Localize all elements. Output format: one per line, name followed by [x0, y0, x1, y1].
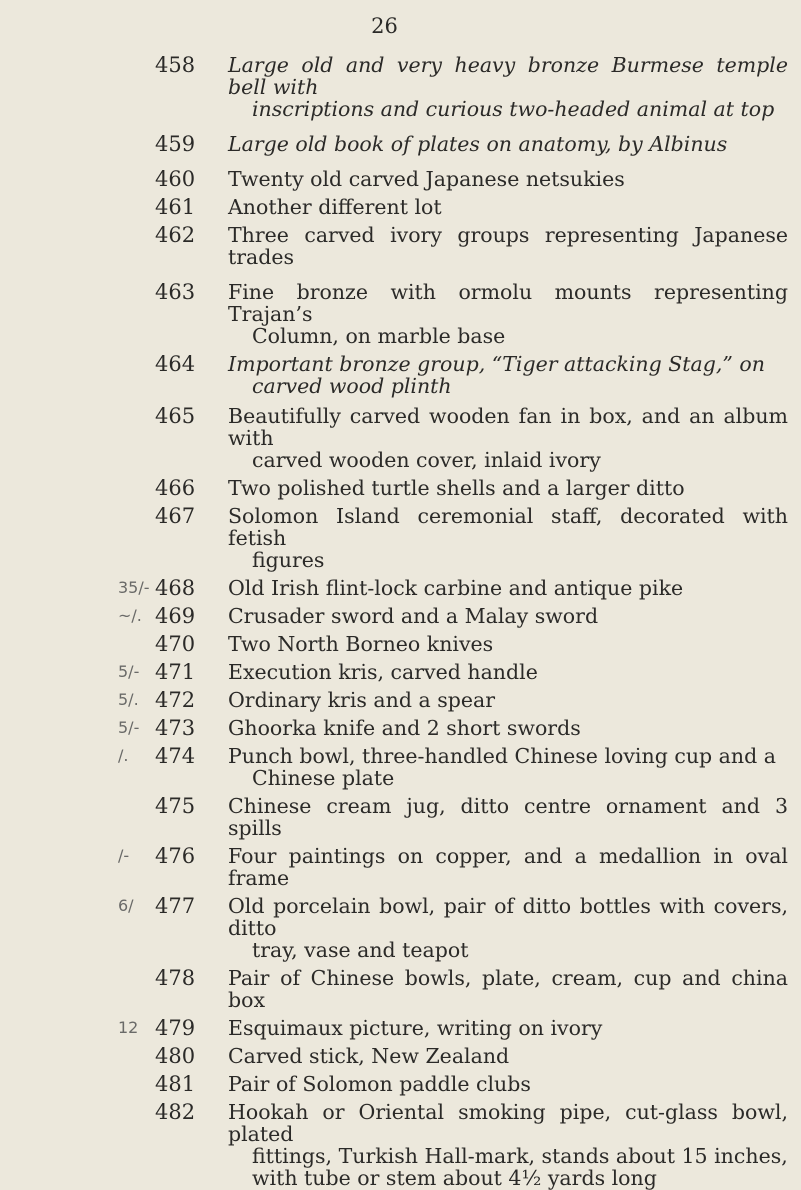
lot-number: 465: [155, 404, 196, 428]
lot-number: 474: [155, 744, 196, 768]
catalogue-entry: [0, 1069, 801, 1095]
description-continuation: Column, on marble base: [252, 324, 506, 348]
lot-number: 475: [155, 794, 196, 818]
catalogue-entry: [0, 1041, 801, 1067]
catalogue-entry: [0, 473, 801, 499]
catalogue-entry: [0, 349, 801, 397]
description-line: Another different lot: [228, 195, 442, 219]
description-continuation: with tube or stem about 4½ yards long: [252, 1166, 657, 1190]
description-continuation: tray, vase and teapot: [252, 938, 469, 962]
lot-description: [228, 129, 788, 155]
lot-description: [228, 192, 788, 218]
description-continuation: inscriptions and curious two-headed animal at top: [252, 97, 775, 121]
description-line: Pair of Solomon paddle clubs: [228, 1072, 531, 1096]
lot-number: 464: [155, 352, 196, 376]
description-continuation: carved wooden cover, inlaid ivory: [252, 448, 601, 472]
catalogue-entry: [0, 629, 801, 655]
catalogue-entries: [0, 48, 801, 1189]
handwritten-price-mark: 35/-: [118, 578, 150, 597]
handwritten-price-mark: 5/.: [118, 690, 139, 709]
lot-description: [228, 1041, 788, 1067]
lot-number: 466: [155, 476, 196, 500]
lot-description: [228, 841, 788, 889]
description-line: Large old book of plates on anatomy, by Albinus: [228, 132, 728, 156]
lot-number: 460: [155, 167, 196, 191]
lot-description: [228, 657, 788, 683]
lot-description: [228, 1097, 788, 1189]
lot-description: [228, 401, 788, 471]
description-line: Ghoorka knife and 2 short swords: [228, 716, 581, 740]
catalogue-entry: [0, 164, 801, 190]
catalogue-entry: [0, 713, 801, 739]
lot-description: [228, 220, 788, 268]
description-continuation: carved wood plinth: [252, 374, 452, 398]
lot-description: [228, 891, 788, 961]
lot-description: [228, 349, 788, 397]
handwritten-price-mark: ~/.: [118, 606, 142, 625]
description-line: Ordinary kris and a spear: [228, 688, 496, 712]
lot-description: [228, 791, 788, 839]
lot-number: 459: [155, 132, 196, 156]
catalogue-entry: [0, 277, 801, 347]
catalogue-entry: [0, 601, 801, 627]
handwritten-price-mark: 5/-: [118, 718, 140, 737]
catalogue-entry: [0, 129, 801, 155]
lot-description: [228, 685, 788, 711]
page-number: 26: [371, 14, 398, 38]
catalogue-entry: [0, 50, 801, 120]
description-line: Esquimaux picture, writing on ivory: [228, 1016, 603, 1040]
lot-number: 471: [155, 660, 196, 684]
description-line: Solomon Island ceremonial staff, decorated with fetish: [228, 504, 788, 550]
description-line: Fine bronze with ormolu mounts representing Trajan’s: [228, 280, 788, 326]
description-line: Old Irish flint-lock carbine and antique pike: [228, 576, 684, 600]
catalogue-entry: [0, 220, 801, 268]
description-line: Two North Borneo knives: [228, 632, 494, 656]
lot-description: [228, 713, 788, 739]
lot-number: 478: [155, 966, 196, 990]
lot-description: [228, 501, 788, 571]
description-line: Chinese cream jug, ditto centre ornament and 3 spills: [228, 794, 788, 840]
description-line: Four paintings on copper, and a medallion in oval frame: [228, 844, 788, 890]
description-line: Crusader sword and a Malay sword: [228, 604, 599, 628]
lot-description: [228, 1069, 788, 1095]
lot-number: 480: [155, 1044, 196, 1068]
catalogue-entry: [0, 401, 801, 471]
handwritten-price-mark: 12: [118, 1018, 139, 1037]
lot-description: [228, 629, 788, 655]
lot-number: 472: [155, 688, 196, 712]
lot-description: [228, 277, 788, 347]
lot-description: [228, 963, 788, 1011]
lot-number: 462: [155, 223, 196, 247]
lot-number: 461: [155, 195, 196, 219]
lot-number: 469: [155, 604, 196, 628]
description-line: Punch bowl, three-handled Chinese loving cup and a: [228, 744, 776, 768]
lot-number: 463: [155, 280, 196, 304]
description-continuation: fittings, Turkish Hall-mark, stands about 15 inches,: [252, 1144, 788, 1168]
lot-description: [228, 573, 788, 599]
catalogue-entry: [0, 657, 801, 683]
handwritten-price-mark: /.: [118, 746, 129, 765]
description-line: Beautifully carved wooden fan in box, and an album with: [228, 404, 788, 450]
lot-number: 468: [155, 576, 196, 600]
description-continuation: figures: [252, 548, 325, 572]
handwritten-price-mark: 5/-: [118, 662, 140, 681]
lot-number: 481: [155, 1072, 196, 1096]
description-line: Two polished turtle shells and a larger ditto: [228, 476, 685, 500]
catalogue-entry: [0, 573, 801, 599]
description-continuation: Chinese plate: [252, 766, 395, 790]
lot-description: [228, 1013, 788, 1039]
catalogue-entry: [0, 501, 801, 571]
description-line: Twenty old carved Japanese netsukies: [228, 167, 625, 191]
lot-description: [228, 601, 788, 627]
lot-number: 470: [155, 632, 196, 656]
lot-number: 482: [155, 1100, 196, 1124]
lot-number: 476: [155, 844, 196, 868]
catalogue-entry: [0, 1097, 801, 1189]
handwritten-price-mark: 6/: [118, 896, 134, 915]
description-line: Old porcelain bowl, pair of ditto bottles with covers, ditto: [228, 894, 788, 940]
lot-number: 479: [155, 1016, 196, 1040]
catalogue-entry: [0, 1013, 801, 1039]
description-line: Execution kris, carved handle: [228, 660, 538, 684]
handwritten-price-mark: /-: [118, 846, 130, 865]
description-line: Hookah or Oriental smoking pipe, cut-glass bowl, plated: [228, 1100, 788, 1146]
lot-number: 473: [155, 716, 196, 740]
catalogue-entry: [0, 741, 801, 789]
lot-description: [228, 50, 788, 120]
catalogue-entry: [0, 685, 801, 711]
catalogue-entry: [0, 963, 801, 1011]
description-line: Important bronze group, “Tiger attacking Stag,” on: [228, 352, 765, 376]
description-line: Pair of Chinese bowls, plate, cream, cup and china box: [228, 966, 788, 1012]
catalogue-entry: [0, 192, 801, 218]
description-line: Large old and very heavy bronze Burmese temple bell with: [228, 53, 788, 99]
description-line: Three carved ivory groups representing Japanese trades: [228, 223, 788, 269]
catalogue-entry: [0, 841, 801, 889]
lot-number: 458: [155, 53, 196, 77]
description-line: Carved stick, New Zealand: [228, 1044, 510, 1068]
lot-description: [228, 164, 788, 190]
lot-description: [228, 473, 788, 499]
lot-number: 477: [155, 894, 196, 918]
lot-number: 467: [155, 504, 196, 528]
catalogue-entry: [0, 791, 801, 839]
lot-description: [228, 741, 788, 789]
catalogue-entry: [0, 891, 801, 961]
